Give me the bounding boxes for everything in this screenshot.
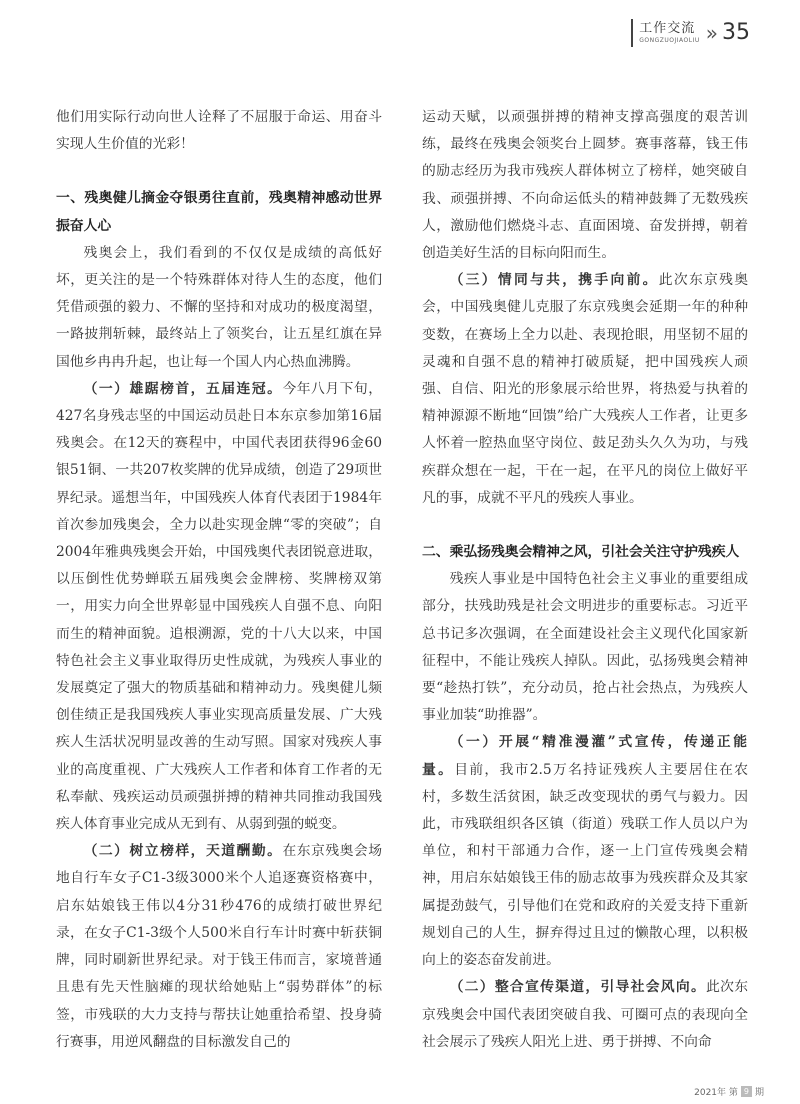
section-label <box>639 22 700 44</box>
subheading: （一）开展“精准漫灌”式宣传，传递正能量。 <box>422 734 748 778</box>
paragraph <box>56 838 382 1056</box>
page-footer <box>694 1085 764 1098</box>
page-number: 35 <box>722 20 750 45</box>
paragraph: 残疾人事业是中国特色社会主义事业的重要组成部分，扶残助残是社会文明进步的重要标志。习近平总书记多次强调，在全面建设社会主义现代化国家新征程中，不能让残疾人掉队。因此，弘扬残奥会精神要“趁热打铁”，充分动员，抢占社会热点，为残疾人事业加装“助推器”。 <box>422 571 748 724</box>
subheading: （二）树立榜样，天道酬勤。 <box>83 843 283 860</box>
paragraph: 残奥会上，我们看到的不仅仅是成绩的高低好坏，更关注的是一个特殊群体对待人生的态度，他们凭借顽强的毅力、不懈的坚持和对成功的极度渴望，一路披荆斩棘，最终站上了领奖台，让五星红旗在异国他乡冉冉升起，也让每一个国人内心热血沸腾。 <box>56 244 382 370</box>
page-header <box>631 18 750 48</box>
paragraph-text: 此次东京残奥会中国代表团突破自我、可圈可点的表现向全社会展示了残疾人阳光上进、勇于拼搏、不向命 <box>422 979 749 1050</box>
section-heading-1: 一、残奥健儿摘金夺银勇往直前，残奥精神感动世界振奋人心 <box>56 190 382 234</box>
section-pinyin: GONGZUOJIAOLIU <box>639 37 700 44</box>
paragraph <box>422 729 748 974</box>
header-divider <box>631 19 633 47</box>
paragraph <box>422 974 748 1056</box>
paragraph-text: 此次东京残奥会，中国残奥健儿克服了东京残奥会延期一年的种种变数，在赛场上全力以赴、表现抢眼，用坚韧不屈的灵魂和自强不息的精神打破质疑，把中国残疾人顽强、自信、阳光的形象展示给世界，将热爱与执着的精神源源不断地“回馈”给广大残疾人工作者，让更多人怀着一腔热血坚守岗位、鼓足劲头久久为功，与残疾群众想在一起，干在一起，在平凡的岗位上做好平凡的事，成就不平凡的残疾人事业。 <box>422 272 749 506</box>
paragraph-text: 今年八月下旬，427名身残志坚的中国运动员赴日本东京参加第16届残奥会。在12天的赛程中，中国代表团获得96金60银51铜、一共207枚奖牌的优异成绩，创造了29项世界纪录。遥想当年，中国残疾人体育代表团于1984年首次参加残奥会，全力以赴实现金牌“零的突破”；自2004年雅典残奥会开始，中国残奥代表团锐意进取，以压倒性优势蝉联五届残奥会金牌榜、奖牌榜双第一，用实力向全世界彰显中国残疾人自强不息、向阳而生的精神面貌。追根溯源，党的十八大以来，中国特色社会主义事业取得历史性成就，为残疾人事业的发展奠定了强大的物质基础和精神动力。残奥健儿频创佳绩正是我国残疾人事业实现高质量发展、广大残疾人生活状况明显改善的生动写照。国家对残疾人事业的高度重视、广大残疾人工作者和体育工作者的无私奉献、残疾运动员顽强拼搏的精神共同推动我国残疾人体育事业完成从无到有、从弱到强的蜕变。 <box>56 380 383 833</box>
paragraph-continued: 运动天赋，以顽强拼搏的精神支撑高强度的艰苦训练，最终在残奥会领奖台上圆梦。赛事落幕，钱王伟的励志经历为我市残疾人群体树立了榜样，她突破自我、顽强拼搏、不向命运低头的精神鼓舞了无数残疾人，激励他们燃烧斗志、直面困境、奋发拼搏，朝着创造美好生活的目标向阳而生。 <box>422 109 748 262</box>
subheading: （一）雄踞榜首，五届连冠。 <box>83 380 283 397</box>
section-title: 工作交流 <box>639 21 696 36</box>
paragraph <box>422 267 748 512</box>
left-column <box>56 104 382 1056</box>
subheading: （二）整合宣传渠道，引导社会风向。 <box>449 979 707 996</box>
section-heading-2: 二、乘弘扬残奥会精神之风，引社会关注守护残疾人 <box>422 544 740 561</box>
subheading: （三）情同与共，携手向前。 <box>449 272 659 289</box>
right-column <box>422 104 748 1056</box>
chevron-right-icon: » <box>705 21 718 45</box>
paragraph-text: 目前，我市2.5万名持证残疾人主要居住在农村，多数生活贫困，缺乏改变现状的勇气与毅力。因此，市残联组织各区镇（街道）残联工作人员以户为单位，和村干部通力合作，逐一上门宣传残奥会精神，用启东姑娘钱王伟的励志故事为残疾群众及其家属提劲鼓气，引导他们在党和政府的关爱支持下重新规划自己的人生，摒弃得过且过的懒散心理，以积极向上的姿态奋发前进。 <box>422 761 749 969</box>
issue-number-badge: 9 <box>741 1086 752 1097</box>
paragraph <box>56 376 382 838</box>
footer-year: 2021年 第 <box>694 1088 738 1098</box>
paragraph-continued: 他们用实际行动向世人诠释了不屈服于命运、用奋斗实现人生价值的光彩！ <box>56 109 382 153</box>
footer-issue-suffix: 期 <box>754 1088 764 1098</box>
paragraph-text: 在东京残奥会场地自行车女子C1-3级3000米个人追逐赛资格赛中，启东姑娘钱王伟以4分31秒476的成绩打破世界纪录，在女子C1-3级个人500米自行车计时赛中斩获铜牌，同时刷新世界纪录。对于钱王伟而言，家境普通且患有先天性脑瘫的现状给她贴上“弱势群体”的标签，市残联的大力支持与帮扶让她重拾希望、投身骑行赛事，用逆风翻盘的目标激发自己的 <box>56 843 383 1050</box>
